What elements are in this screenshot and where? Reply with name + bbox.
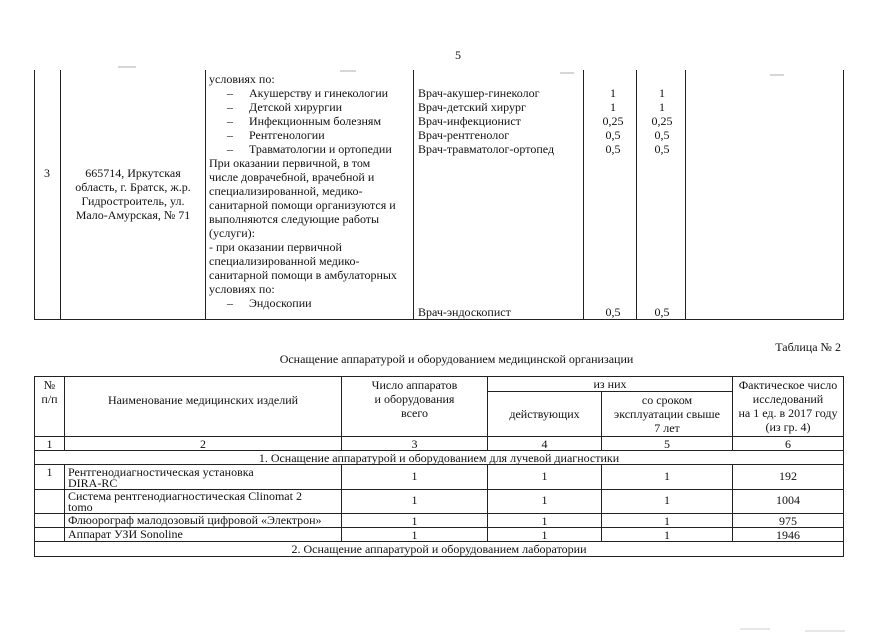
header-text: исследований xyxy=(752,392,824,406)
position-item: Врач-акушер-гинеколог xyxy=(418,86,540,100)
column-number: 3 xyxy=(411,437,418,451)
cell-active: 1 xyxy=(541,469,548,483)
service-item: – Эндоскопии xyxy=(209,296,409,310)
address-cell xyxy=(61,166,205,222)
header-old xyxy=(602,393,732,435)
rate-value: 0,5 xyxy=(654,128,670,142)
rate-value: 0,5 xyxy=(654,305,670,319)
section-heading: 1. Оснащение аппаратурой и оборудованием для лучевой диагностики xyxy=(258,451,620,465)
rates-b-cell xyxy=(645,86,679,156)
header-text: со сроком xyxy=(641,393,693,407)
table-title: Оснащение аппаратурой и оборудованием медицинской организации xyxy=(279,352,634,366)
position-item: Врач-детский хирург xyxy=(418,100,526,114)
cell-name: Флюорограф малодозовый цифровой «Электрон» xyxy=(68,513,322,527)
rate-value: 0,5 xyxy=(605,128,621,142)
header-text: п/п xyxy=(41,392,58,406)
positions-cell xyxy=(418,86,583,156)
header-count xyxy=(342,378,487,420)
address-line: Гидростроитель, ул. xyxy=(81,194,185,208)
paragraph-line: специализированной, медико- xyxy=(209,184,363,198)
service-item: – Детской хирургии xyxy=(209,100,409,114)
header-text: всего xyxy=(400,406,429,420)
paragraph-line: специализированной медико- xyxy=(209,254,360,268)
cell-name: Система рентгенодиагностическая Clinomat 2 xyxy=(68,489,302,503)
cell-old: 1 xyxy=(664,493,670,507)
header-text: и оборудования xyxy=(374,392,455,406)
address-line: Мало-Амурская, № 71 xyxy=(75,208,191,222)
rate-value: 1 xyxy=(659,86,665,100)
rate-value: 1 xyxy=(659,100,665,114)
cell-name: Рентгенодиагностическая установка xyxy=(68,465,254,479)
column-number: 1 xyxy=(46,437,53,451)
service-item: – Инфекционным болезням xyxy=(209,114,409,128)
cell-name: DIRA-RC xyxy=(68,476,118,490)
cell-actual: 1946 xyxy=(776,528,800,542)
paragraph-line: При оказании первичной, в том xyxy=(209,156,371,170)
paragraph-line: выполняются следующие работы xyxy=(209,212,380,226)
column-number: 5 xyxy=(664,437,670,451)
cell-old: 1 xyxy=(664,469,670,483)
cell-num: 1 xyxy=(46,465,53,479)
header-text: (из гр. 4) xyxy=(765,420,811,434)
header-actual xyxy=(733,378,843,434)
rate-value: 0,25 xyxy=(602,114,624,128)
rates-a-cell xyxy=(596,86,630,156)
paragraph-line: санитарной помощи организуются и xyxy=(209,198,396,212)
cell-total: 1 xyxy=(411,528,418,542)
paragraph-line: санитарной помощи в амбулаторных xyxy=(209,268,397,282)
cell-actual: 1004 xyxy=(776,493,800,507)
services-header: условиях по: xyxy=(209,72,275,86)
rate-value: 0,5 xyxy=(605,142,621,156)
header-text: Число аппаратов xyxy=(371,378,458,392)
cell-name: tomo xyxy=(68,500,93,514)
table-label: Таблица № 2 xyxy=(775,340,841,354)
cell-actual: 192 xyxy=(779,469,797,483)
cell-total: 1 xyxy=(411,514,418,528)
cell-old: 1 xyxy=(664,514,670,528)
page-number: 5 xyxy=(455,48,461,62)
cell-old: 1 xyxy=(664,528,670,542)
rate-value: 0,5 xyxy=(605,305,621,319)
position-item: Врач-рентгенолог xyxy=(418,128,510,142)
header-text: № xyxy=(43,378,56,392)
cell-name: Аппарат УЗИ Sonoline xyxy=(68,527,183,541)
paragraph-line: - при оказании первичной xyxy=(209,240,342,254)
position-item: Врач-инфекционист xyxy=(418,114,521,128)
header-num xyxy=(35,378,64,406)
cell-total: 1 xyxy=(411,493,418,507)
row-number: 3 xyxy=(44,166,50,180)
cell-actual: 975 xyxy=(779,514,797,528)
column-number: 4 xyxy=(541,437,548,451)
header-of-them: из них xyxy=(593,377,627,391)
services-cell xyxy=(209,72,409,310)
header-text: Фактическое число xyxy=(738,378,838,392)
cell-active: 1 xyxy=(541,528,548,542)
column-number: 2 xyxy=(200,437,206,451)
cell-total: 1 xyxy=(411,469,418,483)
rate-value: 0,5 xyxy=(654,142,670,156)
column-number: 6 xyxy=(785,437,791,451)
position-item: Врач-эндоскопист xyxy=(418,305,511,319)
paragraph-line: (услуги): xyxy=(209,226,255,240)
position-item: Врач-травматолог-ортопед xyxy=(418,142,555,156)
header-text: 7 лет xyxy=(654,421,680,435)
rate-value: 1 xyxy=(610,86,616,100)
paragraph-line: числе доврачебной, врачебной и xyxy=(209,170,375,184)
service-item: – Акушерству и гинекологии xyxy=(209,86,409,100)
rate-value: 0,25 xyxy=(651,114,673,128)
paragraph-line: условиях по: xyxy=(209,282,275,296)
header-text: эксплуатации свыше xyxy=(614,407,720,421)
header-text: на 1 ед. в 2017 году xyxy=(738,406,838,420)
service-item: – Травматологии и ортопедии xyxy=(209,142,409,156)
service-item: – Рентгенологии xyxy=(209,128,409,142)
header-active: действующих xyxy=(509,407,580,421)
address-line: область, г. Братск, ж.р. xyxy=(75,180,191,194)
section-heading: 2. Оснащение аппаратурой и оборудованием лаборатории xyxy=(291,542,587,556)
address-line: 665714, Иркутская xyxy=(85,166,181,180)
cell-active: 1 xyxy=(541,514,548,528)
header-name: Наименование медицинских изделий xyxy=(107,393,299,407)
rate-value: 1 xyxy=(610,100,616,114)
cell-active: 1 xyxy=(541,493,548,507)
